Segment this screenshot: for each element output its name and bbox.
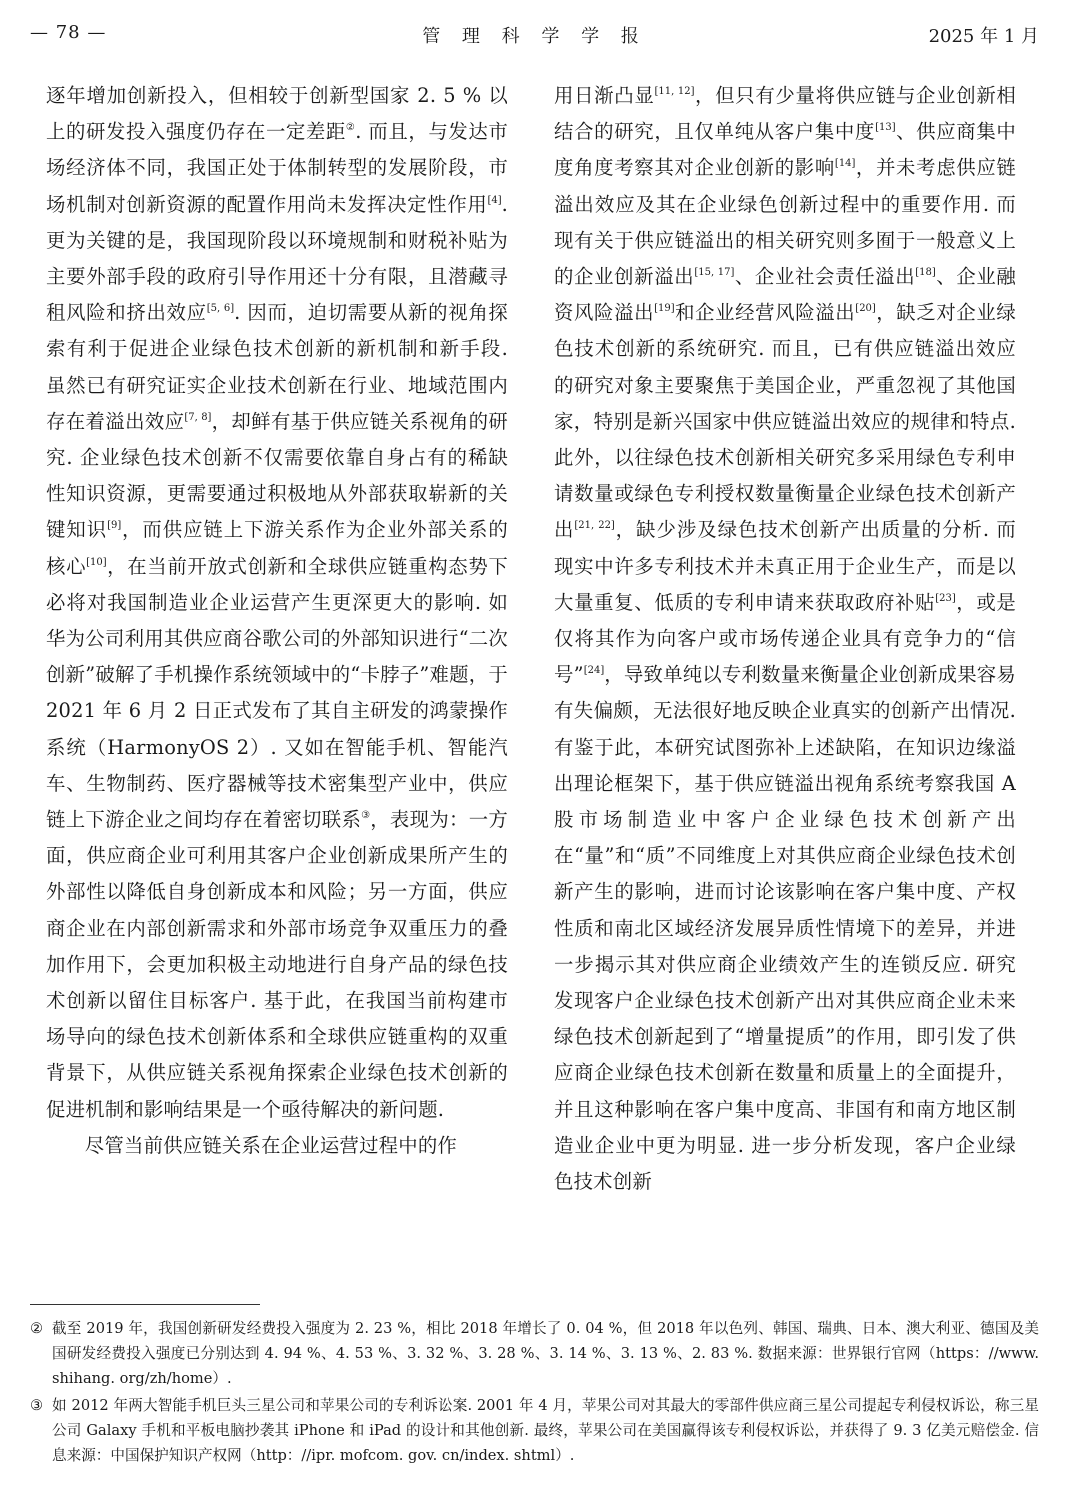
citation[interactable]: [14] bbox=[834, 158, 856, 170]
citation[interactable]: [5, 6] bbox=[206, 303, 235, 315]
body-text: 、供应商集中度角度考察其对企业创新的影响 bbox=[554, 120, 1017, 180]
citation[interactable]: [19] bbox=[654, 303, 675, 315]
footnote-mark: ② bbox=[30, 1320, 44, 1337]
footnote-3 bbox=[30, 1393, 1039, 1468]
body-text: ，表现为：一方面，供应商企业可利用其客户企业创新成果所产生的外部性以降低自身创新成本和风险；另一方面，供应商企业在内部创新需求和外部市场竞争双重压力的叠加作用下，会更加积极主动地进行自身产品的绿色技术创新以留住目标客户. 基于此，在我国当前构建市场导向的绿色技术创新体系和全球供应链重构的双重背景下，从供应链关系视角探索企业绿色技术创新的促进机制和影响结果是一个亟待解决的新问题. bbox=[46, 808, 509, 1121]
citation[interactable]: [18] bbox=[915, 267, 936, 279]
body-text: ，导致单纯以专利数量来衡量企业创新成果容易有失偏颇，无法很好地反映企业真实的创新产出情况. 有鉴于此，本研究试图弥补上述缺陷，在知识边缘溢出理论框架下，基于供应链溢出视角系统考察我国 A 股市场制造业中客户企业绿色技术创新产出在“量”和“质”不同维度上对其供应商企业绿色技术创新产生的影响，进而讨论该影响在客户集中度、产权性质和南北区域经济发展异质性情境下的差异，并进一步揭示其对供应商企业绩效产生的连锁反应. 研究发现客户企业绿色技术创新产出对其供应商企业未来绿色技术创新起到了“增量提质”的作用，即引发了供应商企业绿色技术创新在数量和质量上的全面提升，并且这种影响在客户集中度高、非国有和南方地区制造业企业中更为明显. 进一步分析发现，客户企业绿色技术创新 bbox=[554, 663, 1016, 1194]
citation[interactable]: [9] bbox=[107, 520, 122, 532]
page-number: — 78 — bbox=[30, 22, 107, 43]
paragraph bbox=[554, 78, 1016, 1200]
paragraph: 尽管当前供应链关系在企业运营过程中的作 bbox=[84, 1133, 458, 1157]
paragraph bbox=[46, 78, 508, 1128]
body-text: . 因而，迫切需要从新的视角探索有利于促进企业绿色技术创新的新机制和新手段. 虽然已有研究证实企业技术创新在行业、地域范围内存在着溢出效应 bbox=[46, 301, 508, 433]
issue-date: 2025 年 1 月 bbox=[928, 26, 1039, 47]
citation[interactable]: [24] bbox=[583, 665, 605, 677]
body-text: ，却鲜有基于供应链关系视角的研究. 企业绿色技术创新不仅需要依靠自身占有的稀缺性知识资源，更需要通过积极地从外部获取崭新的关键知识 bbox=[46, 409, 509, 542]
footnote-mark: ③ bbox=[30, 1397, 44, 1414]
body-text: 、企业社会责任溢出 bbox=[734, 265, 916, 289]
citation[interactable]: [21, 22] bbox=[574, 520, 615, 532]
citation[interactable]: [11, 12] bbox=[654, 86, 695, 97]
body-text: 和企业经营风险溢出 bbox=[674, 301, 856, 325]
body-text: . 更为关键的是，我国现阶段以环境规制和财税补贴为主要外部手段的政府引导作用还十分有限，且潜藏寻租风险和挤出效应 bbox=[46, 192, 508, 325]
body-text: 逐年增加创新投入，但相较于创新型国家 2. 5 % 以上的研发投入强度仍存在一定差距 bbox=[46, 84, 508, 144]
right-column bbox=[554, 78, 1016, 1200]
citation[interactable]: [20] bbox=[855, 303, 876, 315]
citation[interactable]: [10] bbox=[86, 556, 107, 568]
body-text: 、企业融资风险溢出 bbox=[554, 265, 1016, 325]
body-text: 用日渐凸显 bbox=[554, 84, 655, 107]
citation[interactable]: [4] bbox=[487, 194, 502, 206]
footnote-text: 如 2012 年两大智能手机巨头三星公司和苹果公司的专利诉讼案. 2001 年 4 月，苹果公司对其最大的零部件供应商三星公司提起专利侵权诉讼，称三星公司 Galaxy 手机和平板电脑抄袭其 iPhone 和 iPad 的设计和其他创新. 最终，苹果公司在美国赢得该专利侵权诉讼，并获得了 9. 3 亿美元赔偿金. 信息来源：中国保护知识产权网（http：//ipr. mofcom. gov. cn/index. shtml）. bbox=[52, 1397, 1039, 1464]
footnote-text: 截至 2019 年，我国创新研发经费投入强度为 2. 23 %，相比 2018 年增长了 0. 04 %，但 2018 年以色列、韩国、瑞典、日本、澳大利亚、德国及美国研发经费投入强度已分别达到 4. 94 %、4. 53 %、3. 32 %、3. 28 %、3. 14 %、3. 13 %、2. 83 %. 数据来源：世界银行官网（https：//www. shihang. org/zh/home）. bbox=[52, 1320, 1039, 1387]
citation[interactable]: [13] bbox=[875, 122, 896, 134]
body-text: ，缺乏对企业绿色技术创新的系统研究. 而且，已有供应链溢出效应的研究对象主要聚焦于美国企业，严重忽视了其他国家，特别是新兴国家中供应链溢出效应的规律和特点. 此外，以往绿色技术创新相关研究多采用绿色专利申请数量或绿色专利授权数量衡量企业绿色技术创新产出 bbox=[554, 301, 1016, 542]
footnotes bbox=[30, 1316, 1039, 1468]
citation[interactable]: [15, 17] bbox=[694, 267, 735, 279]
footnote-divider bbox=[30, 1304, 260, 1305]
footnote-2 bbox=[30, 1316, 1039, 1391]
left-column bbox=[46, 78, 508, 1164]
journal-title: 管 理 科 学 学 报 bbox=[422, 26, 647, 47]
page-header bbox=[30, 22, 1039, 54]
body-text: . 而且，与发达市场经济体不同，我国正处于体制转型的发展阶段，市场机制对创新资源的配置作用尚未发挥决定性作用 bbox=[46, 120, 508, 216]
body-text: ，缺少涉及绿色技术创新产出质量的分析. 而现实中许多专利技术并未真正用于企业生产，而是以大量重复、低质的专利申请来获取政府补贴 bbox=[554, 518, 1016, 614]
body-text: ，在当前开放式创新和全球供应链重构态势下必将对我国制造业企业运营产生更深更大的影响. 如华为公司利用其供应商谷歌公司的外部知识进行“二次创新”破解了手机操作系统领域中的“卡脖子”难题，于 2021 年 6 月 2 日正式发布了其自主研发的鸿蒙操作系统（HarmonyOS 2）. 又如在智能手机、智能汽车、生物制药、医疗器械等技术密集型产业中，供应链上下游企业之间均存在着密切联系 bbox=[46, 554, 509, 832]
body-text: ，或是仅将其作为向客户或市场传递企业具有竞争力的“信号” bbox=[554, 590, 1016, 687]
footnote-ref[interactable]: ③ bbox=[361, 810, 371, 822]
body-text: ，并未考虑供应链溢出效应及其在企业绿色创新过程中的重要作用. 而现有关于供应链溢出的相关研究则多囿于一般意义上的企业创新溢出 bbox=[554, 156, 1016, 289]
citation[interactable]: [7, 8] bbox=[184, 411, 212, 423]
body-text: ，但只有少量将供应链与企业创新相结合的研究，且仅单纯从客户集中度 bbox=[554, 84, 1017, 144]
citation[interactable]: [23] bbox=[935, 592, 956, 604]
body-text: ，而供应链上下游关系作为企业外部关系的核心 bbox=[46, 518, 508, 578]
footnote-ref[interactable]: ② bbox=[345, 122, 356, 134]
